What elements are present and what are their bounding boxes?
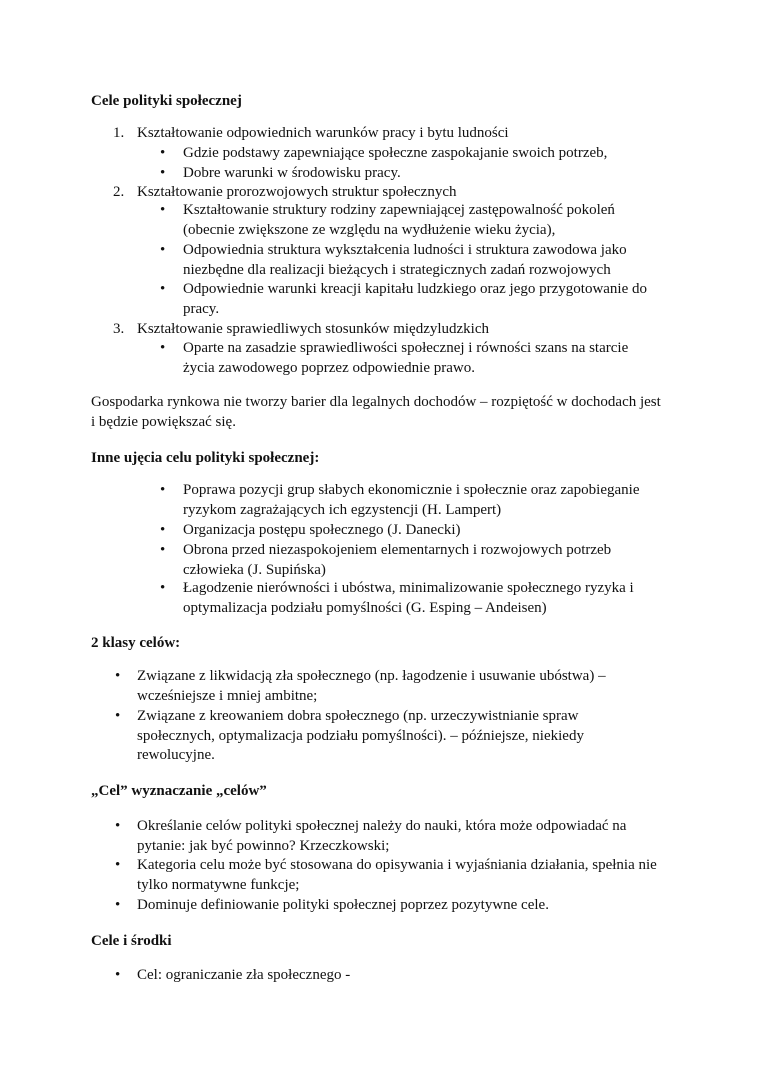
list-item-text: Organizacja postępu społecznego (J. Danecki) xyxy=(183,522,461,538)
list-item-text: Cel: ograniczanie zła społecznego - xyxy=(137,967,351,983)
list-item-text: Związane z kreowaniem dobra społecznego (np. urzeczywistnianie spraw społecznych, optymalizacja podziału pomyślności). – późniejsze, niekiedy rewolucyjne. xyxy=(137,708,584,763)
bullet-icon: • xyxy=(160,482,166,498)
bullet-icon: • xyxy=(115,708,121,724)
list-item xyxy=(0,966,760,986)
bullet-icon: • xyxy=(160,281,166,297)
bullet-icon: • xyxy=(115,897,121,913)
list-item xyxy=(0,339,760,379)
list-item xyxy=(0,856,760,896)
section-heading-cele: Cele polityki społecznej xyxy=(91,93,242,109)
bullet-icon: • xyxy=(160,145,166,161)
bullet-icon: • xyxy=(160,202,166,218)
list-item xyxy=(0,201,760,241)
bullet-icon: • xyxy=(160,165,166,181)
item-number: 3. xyxy=(113,321,125,337)
list-item xyxy=(0,667,760,707)
bullet-icon: • xyxy=(160,242,166,258)
list-item-text: Gdzie podstawy zapewniające społeczne zaspokajanie swoich potrzeb, xyxy=(183,145,608,161)
list-item-text: Dominuje definiowanie polityki społecznej poprzez pozytywne cele. xyxy=(137,897,549,913)
bullet-icon: • xyxy=(115,818,121,834)
bullet-icon: • xyxy=(160,340,166,356)
bullet-list-2-klasy xyxy=(0,667,760,767)
list-item xyxy=(0,164,760,184)
list-item-text: Określanie celów polityki społecznej należy do nauki, która może odpowiadać na pytanie: jak być powinno? Krzeczkowski; xyxy=(137,818,627,854)
item-text: Kształtowanie prorozwojowych struktur społecznych xyxy=(137,184,457,200)
list-item-text: Poprawa pozycji grup słabych ekonomicznie i społecznie oraz zapobieganie ryzykom zagrażających ich egzystencji (H. Lampert) xyxy=(183,482,640,518)
bullet-icon: • xyxy=(160,542,166,558)
list-item xyxy=(0,241,760,280)
sub-bullet-list-1 xyxy=(0,144,760,184)
item-text: Kształtowanie odpowiednich warunków pracy i bytu ludności xyxy=(137,125,509,141)
list-item xyxy=(0,579,760,619)
bullet-icon: • xyxy=(160,580,166,596)
bullet-icon: • xyxy=(160,522,166,538)
paragraph-gospodarka: Gospodarka rynkowa nie tworzy barier dla legalnych dochodów – rozpiętość w dochodach jest i będzie powiększać się. xyxy=(91,394,661,430)
list-item-text: Kształtowanie struktury rodziny zapewniającej zastępowalność pokoleń (obecnie zwiększone ze względu na wydłużenie wieku życia), xyxy=(183,202,615,238)
section-heading-cel-wyznaczanie: „Cel” wyznaczanie „celów” xyxy=(91,783,267,799)
list-item xyxy=(0,521,760,541)
item-number: 2. xyxy=(113,184,125,200)
bullet-list-inne-ujecia xyxy=(0,481,760,619)
list-item-text: Obrona przed niezaspokojeniem elementarnych i rozwojowych potrzeb człowieka (J. Supińska) xyxy=(183,542,612,578)
list-item-text: Oparte na zasadzie sprawiedliwości społecznej i równości szans na starcie życia zawodowego poprzez odpowiednie prawo. xyxy=(183,340,629,376)
list-item-text: Kategoria celu może być stosowana do opisywania i wyjaśniania działania, spełnia nie tylko normatywne funkcje; xyxy=(137,857,657,893)
list-item-text: Związane z likwidacją zła społecznego (np. łagodzenie i usuwanie ubóstwa) – wcześniejsze i mniej ambitne; xyxy=(137,668,606,704)
list-item xyxy=(0,280,760,320)
bullet-list-cele-i-srodki xyxy=(0,966,760,986)
list-item xyxy=(0,541,760,579)
list-item-text: Odpowiednie warunki kreacji kapitału ludzkiego oraz jego przygotowanie do pracy. xyxy=(183,281,648,317)
section-heading-2-klasy: 2 klasy celów: xyxy=(91,635,181,651)
list-item xyxy=(0,817,760,856)
item-number: 1. xyxy=(113,125,125,141)
list-item xyxy=(0,707,760,767)
list-item-text: Odpowiednia struktura wykształcenia ludności i struktura zawodowa jako niezbędne dla realizacji bieżących i strategicznych zadań rozwojowych xyxy=(183,242,627,278)
bullet-icon: • xyxy=(115,668,121,684)
list-item-text: Łagodzenie nierówności i ubóstwa, minimalizowanie społecznego ryzyka i optymalizacja podziału pomyślności (G. Esping – Andeisen) xyxy=(183,580,634,616)
section-heading-cele-i-srodki: Cele i środki xyxy=(91,933,172,949)
section-heading-inne-ujecia: Inne ujęcia celu polityki społecznej: xyxy=(91,450,320,466)
list-item-text: Dobre warunki w środowisku pracy. xyxy=(183,165,401,181)
list-item xyxy=(0,144,760,164)
list-item xyxy=(0,481,760,521)
item-text: Kształtowanie sprawiedliwych stosunków międzyludzkich xyxy=(137,321,490,337)
sub-bullet-list-2 xyxy=(0,201,760,320)
bullet-icon: • xyxy=(115,857,121,873)
bullet-list-cel-wyznaczanie xyxy=(0,817,760,916)
list-item xyxy=(0,896,760,916)
sub-bullet-list-3 xyxy=(0,339,760,379)
bullet-icon: • xyxy=(115,967,121,983)
